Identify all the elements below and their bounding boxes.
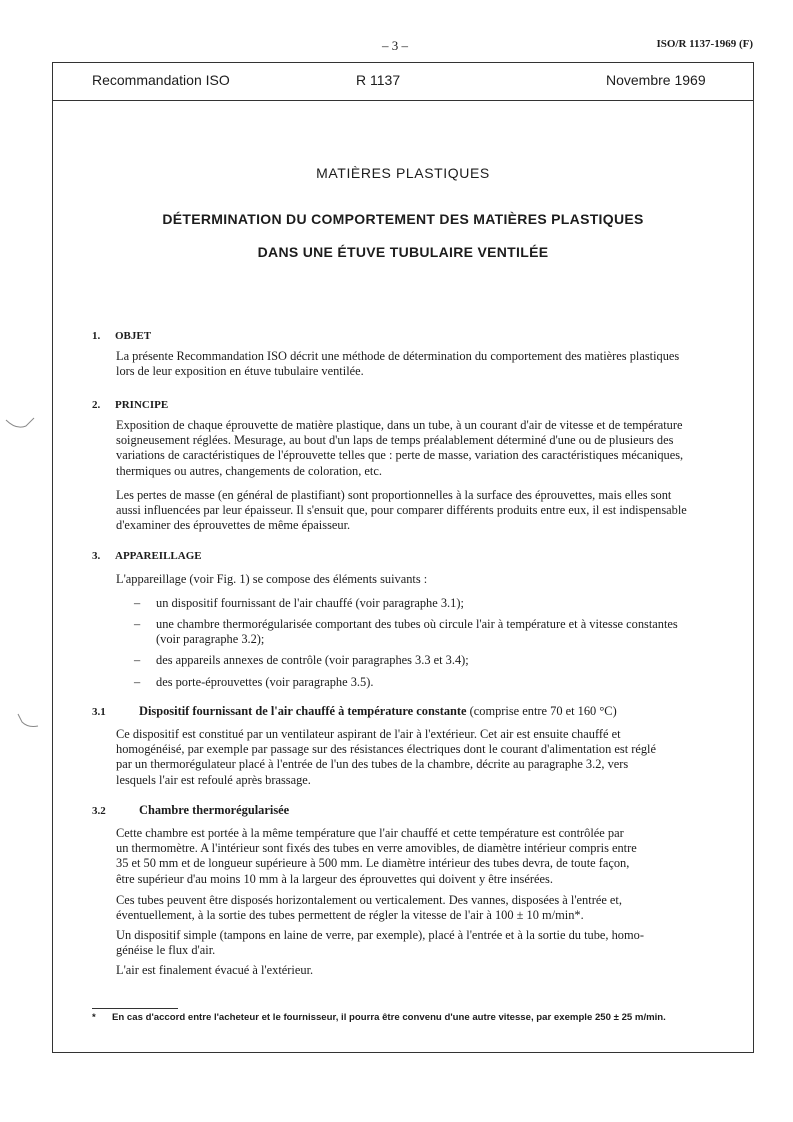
list-item-text: des porte-éprouvettes (voir paragraphe 3.5). [156,675,374,689]
list-dash: – [134,653,141,667]
subsection-3-2-paragraph-2 [116,893,716,923]
section-number: 3. [92,550,101,562]
document-title-line-1: DÉTERMINATION DU COMPORTEMENT DES MATIÈRES PLASTIQUES [162,211,644,227]
text-line: 35 et 50 mm et de longueur supérieure à 500 mm. Le diamètre intérieur des tubes devra, de toute façon, [116,856,630,871]
text-line: aussi influencées par leur épaisseur. Il s'ensuit que, pour comparer différents produits entre eux, il est indispensable [116,503,687,518]
subsection-3-2-paragraph-4: L'air est finalement évacué à l'extérieur. [116,963,314,977]
section-title: PRINCIPE [115,399,169,411]
subsection-number: 3.1 [92,706,106,718]
text-line: être supérieur d'au moins 10 mm à la largeur des éprouvettes qui doivent y être insérées. [116,871,553,886]
list-dash: – [134,617,141,631]
header-date: Novembre 1969 [606,72,706,88]
document-title-line-2: DANS UNE ÉTUVE TUBULAIRE VENTILÉE [257,244,549,260]
text-line: généise le flux d'air. [116,943,216,958]
text-line: La présente Recommandation ISO décrit une méthode de détermination du comportement des matières plastiques [116,349,680,363]
text-line: Ces tubes peuvent être disposés horizontalement ou verticalement. Des vannes, disposées à l'entrée et, [116,893,622,907]
list-dash: – [134,675,141,689]
footnote-rule [92,1008,178,1009]
document-reference: ISO/R 1137-1969 (F) [656,38,753,50]
section-number: 2. [92,399,101,411]
section-3-intro: L'appareillage (voir Fig. 1) se compose des éléments suivants : [116,572,428,586]
list-item-text: des appareils annexes de contrôle (voir paragraphes 3.3 et 3.4); [156,653,469,667]
list-item [134,617,720,647]
section-1-body [116,349,716,379]
section-title: APPAREILLAGE [115,550,202,562]
section-2-paragraph-1 [116,418,716,479]
scan-mark [4,408,44,438]
section-3-heading [92,550,202,562]
text-line: Ce dispositif est constitué par un ventilateur aspirant de l'air à l'extérieur. Cet air est ensuite chauffé et [116,727,621,741]
subsection-3-1-body [116,727,716,788]
section-1-heading [92,330,151,342]
subsection-3-2-paragraph-3 [116,928,716,958]
section-2-paragraph-2 [116,488,716,534]
list-item-text: une chambre thermorégularisée comportant des tubes où circule l'air à température et à vitesse constantes [156,617,678,631]
list-item [134,675,720,690]
scan-mark [14,710,44,736]
subsection-3-2-heading [92,803,732,819]
text-line: Exposition de chaque éprouvette de matière plastique, dans un tube, à un courant d'air de vitesse et de température [116,418,683,432]
text-line: thermiques ou autres, changements de coloration, etc. [116,463,382,478]
section-2-heading [92,399,168,411]
text-line: Cette chambre est portée à la même température que l'air chauffé et cette température est contrôlée par [116,826,624,840]
section-title: OBJET [115,330,152,342]
list-item-text: (voir paragraphe 3.2); [156,632,265,647]
text-line: éventuellement, à la sortie des tubes permettent de régler la vitesse de l'air à 100 ± 10 m/min*. [116,908,584,923]
subsection-title: Chambre thermorégularisée [139,803,290,817]
text-line: lesquels l'air est refoulé après brassage. [116,772,311,787]
footnote [92,1012,732,1023]
subsection-3-2-paragraph-1 [116,826,716,887]
text-line: soigneusement réglées. Mesurage, au bout d'un laps de temps préalablement déterminé d'une ou de plusieurs des [116,433,674,448]
header-recommendation: Recommandation ISO [92,72,230,88]
text-line: d'examiner des éprouvettes de même épaisseur. [116,518,351,533]
text-line: par un thermorégulateur placé à l'entrée de l'un des tubes de la chambre, décrite au paragraphe 3.2, vers [116,757,629,772]
list-item [134,653,720,668]
footnote-marker: * [92,1012,96,1023]
footnote-text: En cas d'accord entre l'acheteur et le fournisseur, il pourra être convenu d'une autre vitesse, par exemple 250 ± 25 m/min. [112,1012,666,1023]
text-line: un thermomètre. A l'intérieur sont fixés des tubes en verre amovibles, de diamètre intérieur compris entre [116,841,637,856]
text-line: Les pertes de masse (en général de plastifiant) sont proportionnelles à la surface des éprouvettes, mais elles sont [116,488,672,502]
text-line: Un dispositif simple (tampons en laine de verre, par exemple), placé à l'entrée et à la sortie du tube, homo- [116,928,644,942]
list-item [134,596,720,611]
text-line: homogénéisé, par exemple par passage sur des résistances électriques dont le courant d'alimentation est réglé [116,742,656,757]
header-number: R 1137 [356,72,401,88]
subsection-3-1-heading [92,704,732,720]
document-category: MATIÈRES PLASTIQUES [316,165,490,181]
subsection-number: 3.2 [92,805,106,817]
list-item-text: un dispositif fournissant de l'air chauffé (voir paragraphe 3.1); [156,596,464,610]
page-number: – 3 – [382,38,408,53]
subsection-title-rest: (comprise entre 70 et 160 °C) [469,704,617,718]
text-line: variations de caractéristiques de l'éprouvette telles que : perte de masse, variation des caractéristiques mécaniques, [116,448,684,463]
list-dash: – [134,596,141,610]
subsection-title: Dispositif fournissant de l'air chauffé à température constante [139,704,467,718]
text-line: lors de leur exposition en étuve tubulaire ventilée. [116,364,364,379]
section-number: 1. [92,330,101,342]
